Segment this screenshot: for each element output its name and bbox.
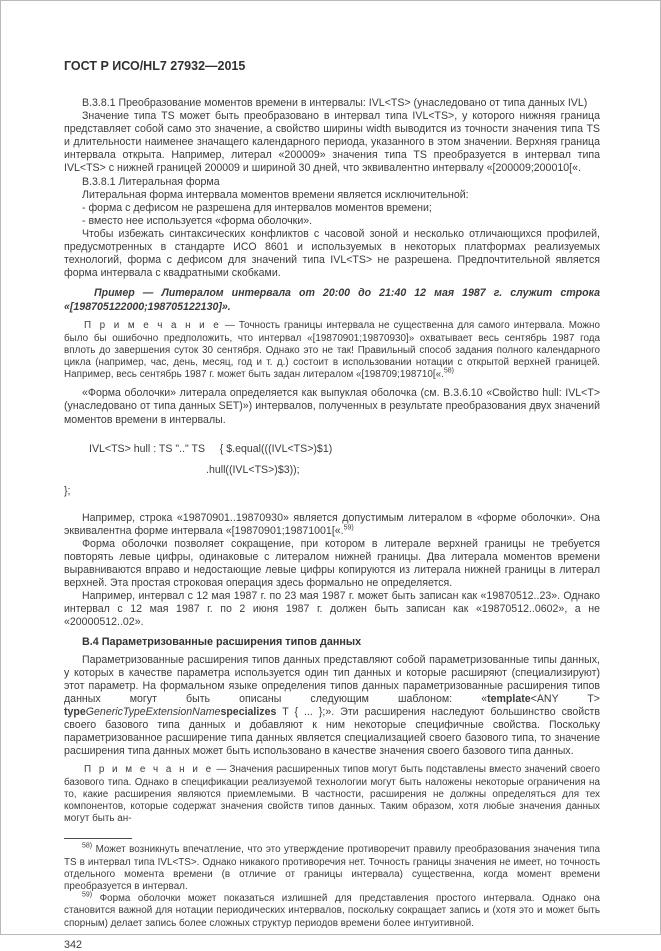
paragraph-syntax-conflicts: Чтобы избежать синтаксических конфликтов с часовой зоной и несколько отличающихся профилей, предусмотренных в стандарте ИСО 8601 и используемых в некоторых платформах реализуемых технологий, форма с дефисом для значений типа IVL<TS> не разрешена. Предпочтительной является форма интервала с квадратными скобками. xyxy=(64,227,600,280)
list-item-dash: - вместо нее используется «форма оболочки». xyxy=(82,214,313,227)
code-line: }; xyxy=(64,484,71,497)
text-run: Например, строка «19870901..19870930» является допустимым литералом в «форме оболочки». Она эквивалентна форме интервала «[19870901;19871001[«. xyxy=(64,511,600,537)
note-paragraph xyxy=(64,320,600,381)
section-title-b381: В.3.8.1 Преобразование моментов времени в интервалы: IVL<TS> (унаследовано от типа данных IVL) xyxy=(82,97,588,109)
code-block xyxy=(64,439,600,502)
footnote-text: Форма оболочки может показаться излишней для представления простого интервала. Однако она становится важной для нотации периодических интервалов, поскольку сокращает запись и (хотя это и может быть спорным) делает запись более сложных структур периодов времени более интуитивной. xyxy=(64,893,600,929)
footnote-text: Может возникнуть впечатление, что это утверждение противоречит правилу преобразования значения типа TS в интервал типа IVL<TS>. Однако никакого противоречия нет. Точность границы значения не имеет, но точность отдельного момента времени (в отличие от границы интервала) существенна, когда момент времени преобразуется в интервал. xyxy=(64,844,600,892)
paragraph-shell-literal xyxy=(64,512,600,538)
footnote-marker: 59) xyxy=(82,891,93,899)
paragraph-interval-example: Например, интервал с 12 мая 1987 г. по 23 мая 1987 г. может быть записан как «19870512..23». Однако интервал с 12 мая 1987 г. по 2 июня 1987 г. должен быть записан как «19870512..0602», а не «20000512..02». xyxy=(64,590,600,629)
generic-type-name: GenericTypeExtensionName xyxy=(85,705,221,718)
paragraph-literal-intro: Литеральная форма интервала моментов времени является исключительной: xyxy=(82,188,469,201)
page-number: 342 xyxy=(64,938,83,951)
keyword-specializes: specializes xyxy=(220,705,277,718)
section-heading-b4: В.4 Параметризованные расширения типов данных xyxy=(82,636,362,649)
footnote-ref-58: 58) xyxy=(443,367,454,375)
section-title-literal-form: В.3.8.1 Литеральная форма xyxy=(82,175,220,188)
text-run: <ANY T> xyxy=(530,692,600,705)
note-label: П р и м е ч а н и е xyxy=(84,764,214,776)
paragraph-hull-definition: «Форма оболочки» литерала определяется как выпуклая оболочка (см. В.3.6.10 «Свойство hull: IVL<T> (унаследовано от типа данных SET)») интервалов, полученных в результате преобразования двух значений моментов времени в интервалы. xyxy=(64,387,600,426)
note-text: — Значения расширенных типов могут быть подставлены вместо значений своего базового типа. Однако в спецификации реализуемой технологии могут быть наложены некоторые ограничения на то, какие расширения являются приемлемыми. В частности, расширения не должны определяться для тех компонентов, которые содержат значения свойств типов данных. Таким образом, хотя любые значения данных могут быть ан- xyxy=(64,764,600,825)
note-text: — Точность границы интервала не существенна для самого интервала. Можно было бы ошибочно предположить, что интервал «[19870901;19870930]» охватывает весь сентябрь 1987 года вплоть до завершения суток 30 сентября. Однако это не так! Правильный способ задания полного календарного цикла (например, час, день, месяц, год и т. д.) состоит в использовании нотации с открытой верхней границей. Например, весь сентябрь 1987 г. может быть задан литералом «[198709;198710[«. xyxy=(64,320,600,381)
text-run: Параметризованные расширения типов данных представляют собой параметризованные типы данных, у которых в качестве параметра используется один тип данных и которые расширяют (специализируют) этот параметр. На формальном языке определения типов данных параметризованные расширения типов данных могут быть описаны следующим шаблоном: « xyxy=(64,653,600,705)
footnote-separator xyxy=(64,838,132,839)
footnote-ref-59: 59) xyxy=(343,524,354,532)
paragraph-parameterized-extensions xyxy=(64,654,600,759)
paragraph-ts-conversion: Значение типа TS может быть преобразовано в интервал типа IVL<TS>, у которого нижняя граница представляет собой само это значение, а свойство ширины width выводится из точности значения типа TS и длительности наименее значащего календарного периода, указанного в этом значении. Верхняя граница интервала открыта. Например, литерал «200009» значения типа TS преобразуется в интервал типа IVL<TS> с нижней границей 200009 и шириной 30 дней, что эквивалентно интервалу «[200009;200010[«. xyxy=(64,110,600,175)
keyword-template: template xyxy=(487,692,531,705)
text-run: T { ... };». Эти расширения наследуют большинство свойств своего базового типа данных и добавляют к ним некоторые специфичные свойства. Поскольку параметризованное расширение типа данных является специализацией своего базового типа, то значение расширения типа данных может быть использовано в качестве значения своего базового типа данных. xyxy=(64,705,600,758)
keyword-type: type xyxy=(64,705,86,718)
code-line: IVL<TS> hull : TS ".." TS { $.equal(((IVL<TS>)$1) xyxy=(89,442,333,455)
document-title: ГОСТ Р ИСО/HL7 27932—2015 xyxy=(64,59,246,73)
note-paragraph xyxy=(64,764,600,825)
paragraph-shell-shorten: Форма оболочки позволяет сокращение, при котором в литерале верхней границы не требуется повторять левые цифры, одинаковые с литералом нижней границы. Два литерала моментов времени выравниваются вправо и недостающие левые цифры копируются из литерала нижней границы в литерал верхней. Эта простая строковая операция здесь формально не определяется. xyxy=(64,537,600,590)
example-paragraph: Пример — Литералом интервала от 20:00 до 21:40 12 мая 1987 г. служит строка «[198705122000;198705122130]». xyxy=(64,287,600,313)
note-label: П р и м е ч а н и е xyxy=(84,320,221,332)
footnote-marker: 58) xyxy=(82,843,93,851)
footnote-58 xyxy=(64,844,600,893)
list-item-dash: - форма с дефисом не разрешена для интервалов моментов времени; xyxy=(82,201,432,214)
footnote-59 xyxy=(64,893,600,930)
code-line: .hull((IVL<TS>)$3)); xyxy=(206,463,300,476)
